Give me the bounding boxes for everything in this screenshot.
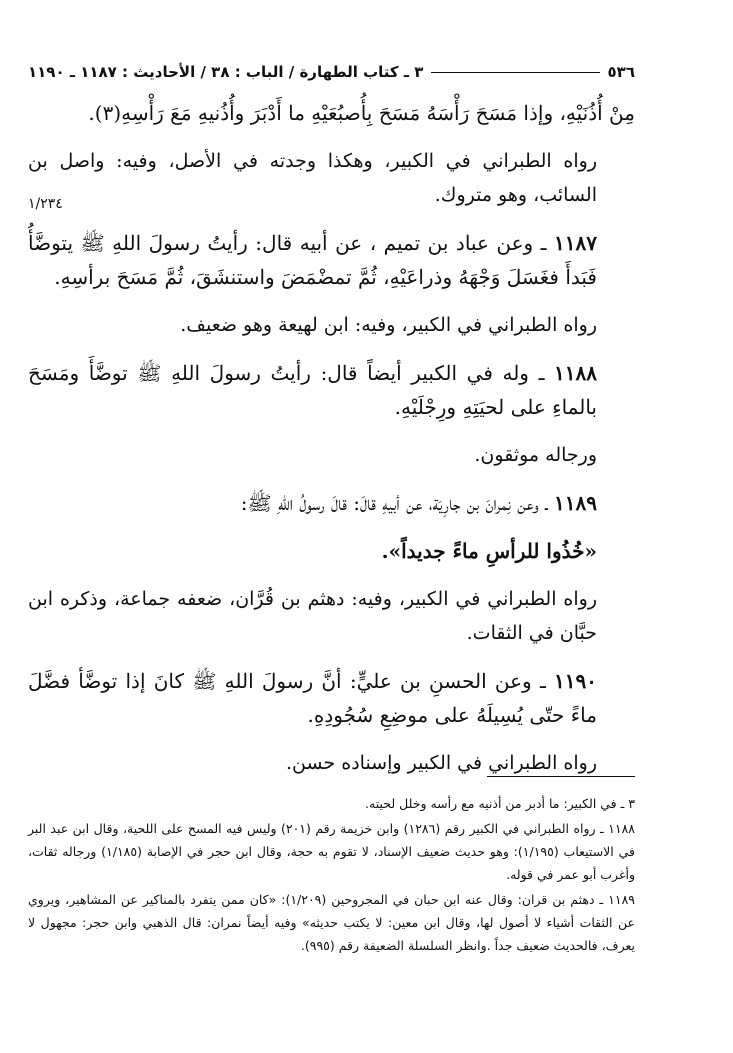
- hadith-1187: [28, 226, 635, 294]
- footnotes: [28, 792, 635, 959]
- hadith-number: ١١٩٠: [554, 669, 597, 693]
- source-note: رواه الطبراني في الكبير، وهكذا وجدته في الأصل، وفيه: واصل بن السائب، وهو متروك.: [28, 150, 597, 206]
- page-number: ٥٣٦: [607, 63, 635, 81]
- hadith-1189-quote: «خُذُوا للرأسِ ماءً جديداً».: [381, 539, 597, 563]
- hadith-number: ١١٨٩: [554, 491, 597, 515]
- footnote-separator: [487, 776, 635, 777]
- hadith-1190-source: رواه الطبراني في الكبير وإسناده حسن.: [286, 752, 597, 774]
- hadith-number: ١١٨٧: [554, 231, 597, 255]
- footnote-1189: ١١٨٩ ـ دهثم بن قران: وقال عنه ابن حبان في المجروحين (١/٢٠٩): «كان ممن يتفرد بالمناكير عن المشاهير، ويروي عن الثقات أشياء لا أصول لها، وقال ابن معين: لا يكتب حديثه» وفيه أيضاً نمران: قال الذهبي وابن حجر: مجهول لا يعرف، فالحديث ضعيف جداً .وانظر السلسلة الضعيفة رقم (٩٩٥).: [28, 892, 635, 953]
- footnote-1188: ١١٨٨ ـ رواه الطبراني في الكبير رقم (١٢٨٦) وابن خزيمة رقم (٢٠١) وليس فيه المسح على اللحية، وقال ابن عبد البر في الاستيعاب (١/١٩٥): وهو حديث ضعيف الإسناد، لا تقوم به حجة، وقال ابن حجر في الإصابة (١/١٨٥) ورجاله ثقات، وأغرب أبو عمر في قوله.: [28, 821, 635, 882]
- hadith-text: ـ وعن نِمرانَ بن جارِيَة، عن أبيهِ قالَ: قالَ رسولُ اللهِ ﷺ:: [240, 491, 555, 515]
- hadith-1188: [28, 356, 635, 424]
- main-text: [28, 96, 635, 794]
- hadith-1188-source: ورجاله موثقون.: [474, 444, 597, 466]
- footnote-3: ٣ ـ في الكبير: ما أدبر من أذنيه مع رأسه وخلل لحيته.: [365, 796, 635, 811]
- hadith-text: ـ وله في الكبير أيضاً قال: رأيتُ رسولَ اللهِ ﷺ توضَّأَ ومَسَحَ بالماءِ على لحيَتِهِ ورِجْلَيْهِ.: [28, 361, 597, 419]
- hadith-1190: [28, 664, 635, 732]
- hadith-text: ـ وعن الحسنِ بن عليٍّ: أنَّ رسولَ اللهِ ﷺ كانَ إذا توضَّأ فضَّلَ ماءً حتّى يُسِيلَهُ على موضِعِ سُجُودِهِ.: [28, 669, 597, 727]
- hadith-1189-source: رواه الطبراني في الكبير، وفيه: دهثم بن قُرَّان، ضعفه جماعة، وذكره ابن حبَّان في الثقات.: [28, 588, 597, 644]
- header-rule: [431, 72, 599, 73]
- hadith-text: ـ وعن عباد بن تميم ، عن أبيه قال: رأيتُ رسولَ اللهِ ﷺ يتوضَّأُ فَبَدأَ فغَسَلَ وَجْهَهُ وذراعَيْهِ، ثُمَّ تمضْمَضَ واستنشَقَ، ثُمَّ مَسَحَ برأسِهِ.: [28, 231, 597, 289]
- hadith-number: ١١٨٨: [554, 361, 597, 385]
- hadith-1189: [28, 486, 635, 520]
- margin-reference: ١/٢٣٤: [28, 196, 63, 212]
- running-title: ٣ ـ كتاب الطهارة / الباب : ٣٨ / الأحاديث : ١١٨٧ ـ ١١٩٠: [28, 63, 424, 81]
- page-header: [28, 58, 635, 86]
- continuation-paragraph: مِنْ أُذُنَيْهِ، وإذا مَسَحَ رَأْسَهُ مَسَحَ بِأُصبُعَيْهِ ما أَدْبَرَ وأُذُنيهِ مَعَ رَأْسِهِ(٣).: [88, 101, 635, 125]
- hadith-1187-source: رواه الطبراني في الكبير، وفيه: ابن لهيعة وهو ضعيف.: [180, 314, 597, 336]
